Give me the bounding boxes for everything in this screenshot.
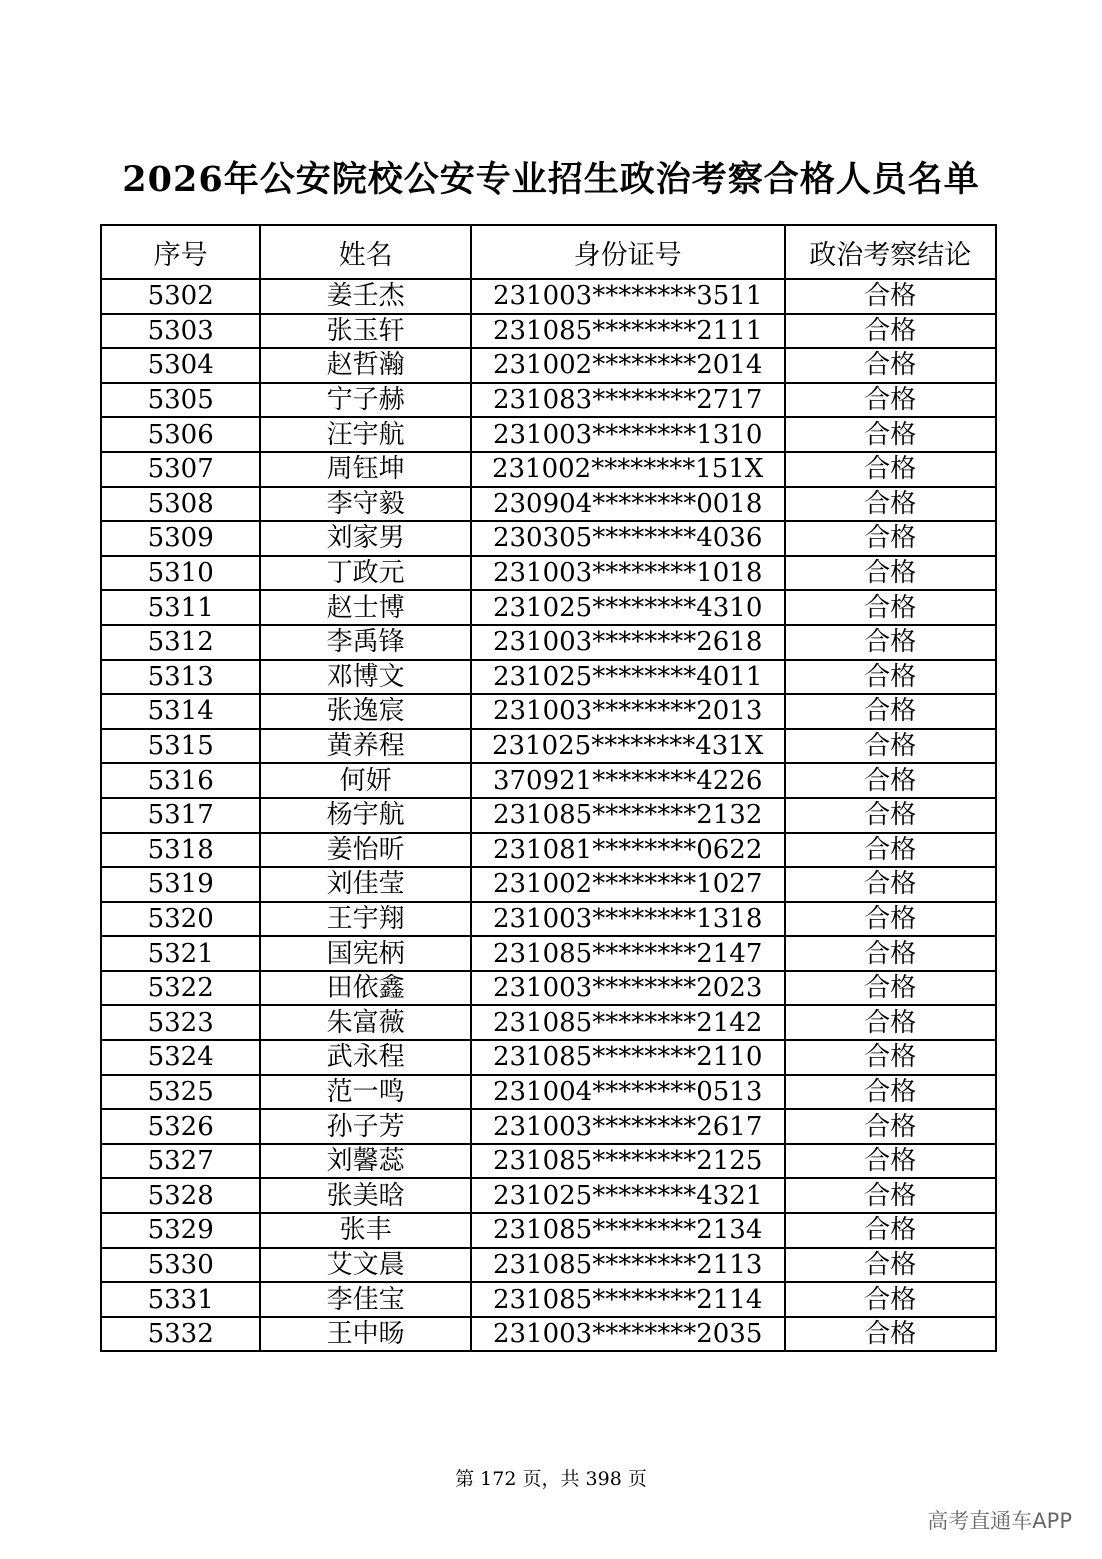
cell-name: 李禹锋 [260,625,470,660]
cell-name: 张逸宸 [260,694,470,729]
table-row [101,1213,996,1248]
cell-result: 合格 [785,798,997,833]
cell-id: 231085********2134 [471,1213,785,1248]
cell-id: 231003********3511 [471,279,785,314]
cell-name: 孙子芳 [260,1109,470,1144]
cell-result: 合格 [785,417,997,452]
cell-seq: 5302 [101,279,260,314]
cell-result: 合格 [785,833,997,868]
cell-seq: 5314 [101,694,260,729]
cell-id: 231025********4310 [471,590,785,625]
cell-id: 231003********2013 [471,694,785,729]
cell-name: 杨宇航 [260,798,470,833]
cell-id: 231085********2110 [471,1040,785,1075]
table-row [101,798,996,833]
cell-result: 合格 [785,660,997,695]
cell-result: 合格 [785,452,997,487]
table-row [101,1144,996,1179]
column-header-id: 身份证号 [471,225,785,279]
table-row [101,694,996,729]
cell-name: 赵士博 [260,590,470,625]
cell-name: 张丰 [260,1213,470,1248]
table-row [101,279,996,314]
cell-id: 231085********2114 [471,1282,785,1317]
table-row [101,763,996,798]
cell-result: 合格 [785,348,997,383]
cell-id: 231083********2717 [471,383,785,418]
cell-name: 范一鸣 [260,1075,470,1110]
cell-seq: 5309 [101,521,260,556]
table-row [101,936,996,971]
table-row [101,1178,996,1213]
cell-seq: 5332 [101,1317,260,1352]
table-row [101,1248,996,1283]
cell-result: 合格 [785,1075,997,1110]
cell-result: 合格 [785,971,997,1006]
cell-seq: 5310 [101,556,260,591]
cell-id: 231003********2035 [471,1317,785,1352]
cell-name: 王中旸 [260,1317,470,1352]
cell-name: 国宪柄 [260,936,470,971]
cell-id: 231003********1018 [471,556,785,591]
cell-name: 艾文晨 [260,1248,470,1283]
cell-name: 刘馨蕊 [260,1144,470,1179]
cell-result: 合格 [785,1282,997,1317]
cell-id: 231003********1318 [471,902,785,937]
cell-name: 黄养程 [260,729,470,764]
cell-id: 231002********151X [471,452,785,487]
cell-seq: 5330 [101,1248,260,1283]
cell-id: 231025********431X [471,729,785,764]
table-row [101,521,996,556]
cell-seq: 5318 [101,833,260,868]
table-row [101,1317,996,1352]
cell-seq: 5319 [101,867,260,902]
cell-seq: 5322 [101,971,260,1006]
cell-name: 刘佳莹 [260,867,470,902]
cell-name: 李守毅 [260,487,470,522]
cell-name: 王宇翔 [260,902,470,937]
cell-result: 合格 [785,487,997,522]
cell-id: 231085********2125 [471,1144,785,1179]
column-header-name: 姓名 [260,225,470,279]
cell-result: 合格 [785,1178,997,1213]
table-row [101,1040,996,1075]
table-row [101,971,996,1006]
table-row [101,1005,996,1040]
table-row [101,556,996,591]
cell-id: 231003********1310 [471,417,785,452]
cell-id: 231081********0622 [471,833,785,868]
cell-seq: 5307 [101,452,260,487]
cell-result: 合格 [785,763,997,798]
cell-seq: 5306 [101,417,260,452]
table-row [101,902,996,937]
cell-id: 230904********0018 [471,487,785,522]
table-row [101,314,996,349]
table-row [101,1282,996,1317]
cell-result: 合格 [785,521,997,556]
cell-result: 合格 [785,694,997,729]
cell-seq: 5324 [101,1040,260,1075]
cell-name: 赵哲瀚 [260,348,470,383]
cell-result: 合格 [785,902,997,937]
cell-seq: 5331 [101,1282,260,1317]
cell-seq: 5329 [101,1213,260,1248]
cell-result: 合格 [785,1040,997,1075]
cell-result: 合格 [785,314,997,349]
cell-result: 合格 [785,383,997,418]
cell-name: 姜壬杰 [260,279,470,314]
cell-result: 合格 [785,625,997,660]
cell-result: 合格 [785,1213,997,1248]
cell-seq: 5303 [101,314,260,349]
cell-id: 231003********2023 [471,971,785,1006]
cell-id: 230305********4036 [471,521,785,556]
table-row [101,1075,996,1110]
cell-seq: 5325 [101,1075,260,1110]
cell-name: 何妍 [260,763,470,798]
cell-name: 周钰坤 [260,452,470,487]
cell-id: 231025********4011 [471,660,785,695]
page-number: 第 172 页，共 398 页 [455,1468,647,1490]
cell-name: 邓博文 [260,660,470,695]
cell-seq: 5315 [101,729,260,764]
table-header-row [101,225,996,279]
cell-id: 231003********2617 [471,1109,785,1144]
cell-result: 合格 [785,1317,997,1352]
cell-name: 刘家男 [260,521,470,556]
cell-seq: 5305 [101,383,260,418]
cell-id: 231003********2618 [471,625,785,660]
table-row [101,452,996,487]
table-row [101,729,996,764]
cell-result: 合格 [785,1144,997,1179]
cell-seq: 5317 [101,798,260,833]
cell-id: 231085********2113 [471,1248,785,1283]
cell-seq: 5321 [101,936,260,971]
cell-result: 合格 [785,1248,997,1283]
cell-seq: 5313 [101,660,260,695]
cell-result: 合格 [785,1005,997,1040]
cell-seq: 5316 [101,763,260,798]
table-row [101,660,996,695]
cell-name: 张玉轩 [260,314,470,349]
cell-name: 汪宇航 [260,417,470,452]
cell-id: 370921********4226 [471,763,785,798]
cell-name: 朱富薇 [260,1005,470,1040]
cell-seq: 5311 [101,590,260,625]
cell-seq: 5328 [101,1178,260,1213]
cell-result: 合格 [785,556,997,591]
cell-result: 合格 [785,1109,997,1144]
column-header-seq: 序号 [101,225,260,279]
cell-name: 姜怡昕 [260,833,470,868]
cell-id: 231025********4321 [471,1178,785,1213]
cell-id: 231002********1027 [471,867,785,902]
table-row [101,625,996,660]
table-row [101,348,996,383]
cell-seq: 5323 [101,1005,260,1040]
table-body [101,279,996,1351]
cell-seq: 5308 [101,487,260,522]
roster-table [100,224,997,1352]
page-title: 2026年公安院校公安专业招生政治考察合格人员名单 [122,159,980,200]
cell-id: 231085********2111 [471,314,785,349]
cell-result: 合格 [785,729,997,764]
cell-name: 李佳宝 [260,1282,470,1317]
table-row [101,867,996,902]
table-row [101,417,996,452]
column-header-result: 政治考察结论 [785,225,997,279]
cell-result: 合格 [785,279,997,314]
table-row [101,383,996,418]
cell-id: 231004********0513 [471,1075,785,1110]
cell-seq: 5326 [101,1109,260,1144]
cell-name: 田依鑫 [260,971,470,1006]
cell-name: 宁子赫 [260,383,470,418]
cell-id: 231085********2132 [471,798,785,833]
watermark: 高考直通车APP [927,1509,1072,1533]
cell-result: 合格 [785,590,997,625]
cell-seq: 5320 [101,902,260,937]
table-row [101,487,996,522]
cell-id: 231085********2142 [471,1005,785,1040]
cell-result: 合格 [785,936,997,971]
cell-name: 丁政元 [260,556,470,591]
cell-name: 张美晗 [260,1178,470,1213]
cell-name: 武永程 [260,1040,470,1075]
cell-result: 合格 [785,867,997,902]
table-row [101,833,996,868]
table-row [101,1109,996,1144]
cell-seq: 5304 [101,348,260,383]
cell-id: 231085********2147 [471,936,785,971]
cell-seq: 5312 [101,625,260,660]
cell-seq: 5327 [101,1144,260,1179]
table-row [101,590,996,625]
cell-id: 231002********2014 [471,348,785,383]
